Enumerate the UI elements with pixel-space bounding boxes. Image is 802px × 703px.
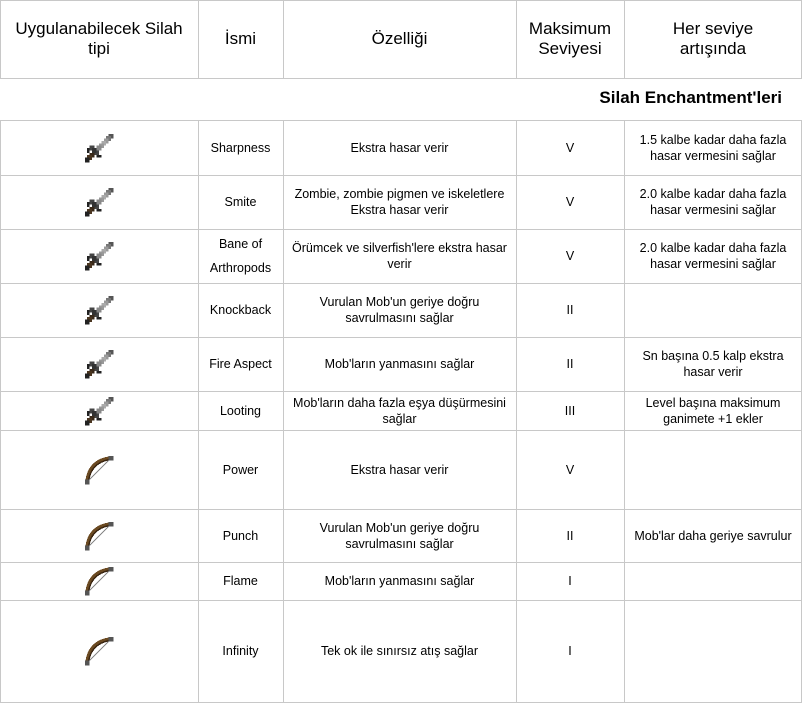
header-max-level: Maksimum Seviyesi: [528, 19, 612, 58]
enchant-property: Mob'ların yanmasını sağlar: [324, 574, 475, 588]
grid-line: [198, 0, 199, 78]
enchant-per-level: 2.0 kalbe kadar daha fazla hasar vermesini sağlar: [639, 187, 787, 217]
enchant-max-level: V: [565, 462, 575, 477]
sword-icon: [80, 345, 118, 383]
grid-line: [0, 283, 802, 284]
weapon-icon-cell: [0, 175, 198, 229]
enchant-per-level: [624, 600, 802, 702]
grid-line: [0, 509, 802, 510]
enchant-per-level: Mob'lar daha geriye savrulur: [634, 528, 792, 543]
weapon-icon-cell: [0, 229, 198, 283]
weapon-icon-cell: [0, 430, 198, 509]
weapon-icon-cell: [0, 120, 198, 175]
grid-line: [0, 175, 802, 176]
header-property: Özelliği: [371, 29, 428, 48]
sword-icon: [80, 237, 118, 275]
section-title: Silah Enchantment'leri: [599, 88, 782, 107]
bow-icon: [80, 517, 118, 555]
grid-line: [0, 562, 802, 563]
header-name: İsmi: [224, 29, 257, 48]
enchant-max-level: V: [565, 140, 575, 155]
enchant-property: Ekstra hasar verir: [350, 140, 449, 155]
grid-line: [0, 0, 802, 1]
enchant-property: Mob'ların daha fazla eşya düşürmesini sağlar: [293, 395, 506, 426]
enchant-property: Vurulan Mob'un geriye doğru savrulmasını sağlar: [319, 520, 480, 551]
weapon-icon-cell: [0, 509, 198, 562]
sword-icon: [80, 392, 118, 430]
weapon-icon-cell: [0, 600, 198, 702]
enchant-name: Fire Aspect: [209, 357, 272, 371]
grid-line: [516, 0, 517, 78]
sword-icon: [80, 291, 118, 329]
enchant-name: Power: [222, 462, 259, 477]
enchant-per-level: [624, 562, 802, 600]
weapon-icon-cell: [0, 562, 198, 600]
enchant-property: Ekstra hasar verir: [350, 462, 449, 477]
enchant-per-level: 2.0 kalbe kadar daha fazla hasar vermesini sağlar: [639, 241, 787, 271]
enchant-name: Punch: [222, 528, 259, 543]
sword-icon: [80, 129, 118, 167]
grid-line: [283, 120, 284, 702]
grid-line: [0, 430, 802, 431]
grid-line: [0, 0, 1, 78]
grid-line: [0, 120, 802, 121]
enchant-max-level: II: [566, 357, 574, 371]
enchant-name: Smite: [224, 195, 257, 209]
enchant-property: Vurulan Mob'un geriye doğru savrulmasını sağlar: [319, 295, 480, 325]
enchant-property: Tek ok ile sınırsız atış sağlar: [320, 644, 478, 658]
enchant-per-level: [624, 430, 802, 509]
bow-icon: [80, 632, 118, 670]
enchant-per-level: Sn başına 0.5 kalp ekstra hasar verir: [642, 349, 784, 379]
enchant-max-level: II: [566, 303, 574, 317]
grid-line: [624, 120, 625, 702]
enchant-name: Knockback: [209, 303, 272, 317]
header-per-level: Her seviye artışında: [672, 19, 754, 58]
enchant-name: Infinity: [222, 644, 259, 658]
enchant-max-level: I: [568, 574, 572, 588]
weapon-icon-cell: [0, 283, 198, 337]
grid-line: [283, 0, 284, 78]
grid-line: [0, 337, 802, 338]
grid-line: [198, 120, 199, 702]
grid-line: [0, 229, 802, 230]
grid-line: [0, 120, 1, 702]
enchant-per-level: Level başına maksimum ganimete +1 ekler: [645, 395, 781, 426]
enchant-max-level: I: [568, 644, 572, 658]
grid-line: [0, 600, 802, 601]
enchant-property: Örümcek ve silverfish'lere ekstra hasar verir: [292, 241, 507, 271]
enchant-max-level: V: [565, 195, 575, 209]
grid-line: [516, 120, 517, 702]
enchant-max-level: III: [564, 403, 576, 418]
enchant-name: Bane of Arthropods: [209, 237, 272, 275]
sword-icon: [80, 183, 118, 221]
enchant-per-level: [624, 283, 802, 337]
enchant-max-level: V: [565, 249, 575, 263]
grid-line: [0, 78, 802, 79]
enchant-name: Sharpness: [210, 140, 271, 155]
enchant-property: Zombie, zombie pigmen ve iskeletlere Ekstra hasar verir: [294, 187, 505, 217]
enchant-name: Looting: [219, 403, 261, 418]
grid-line: [0, 391, 802, 392]
weapon-icon-cell: [0, 391, 198, 430]
enchant-name: Flame: [223, 574, 258, 588]
bow-icon: [80, 451, 118, 489]
enchant-per-level: 1.5 kalbe kadar daha fazla hasar vermesini sağlar: [639, 132, 787, 163]
enchant-max-level: II: [566, 528, 574, 543]
weapon-icon-cell: [0, 337, 198, 391]
bow-icon: [80, 562, 118, 600]
header-weapon-type: Uygulanabilecek Silah tipi: [15, 19, 183, 58]
grid-line: [624, 0, 625, 78]
enchant-property: Mob'ların yanmasını sağlar: [324, 357, 475, 371]
